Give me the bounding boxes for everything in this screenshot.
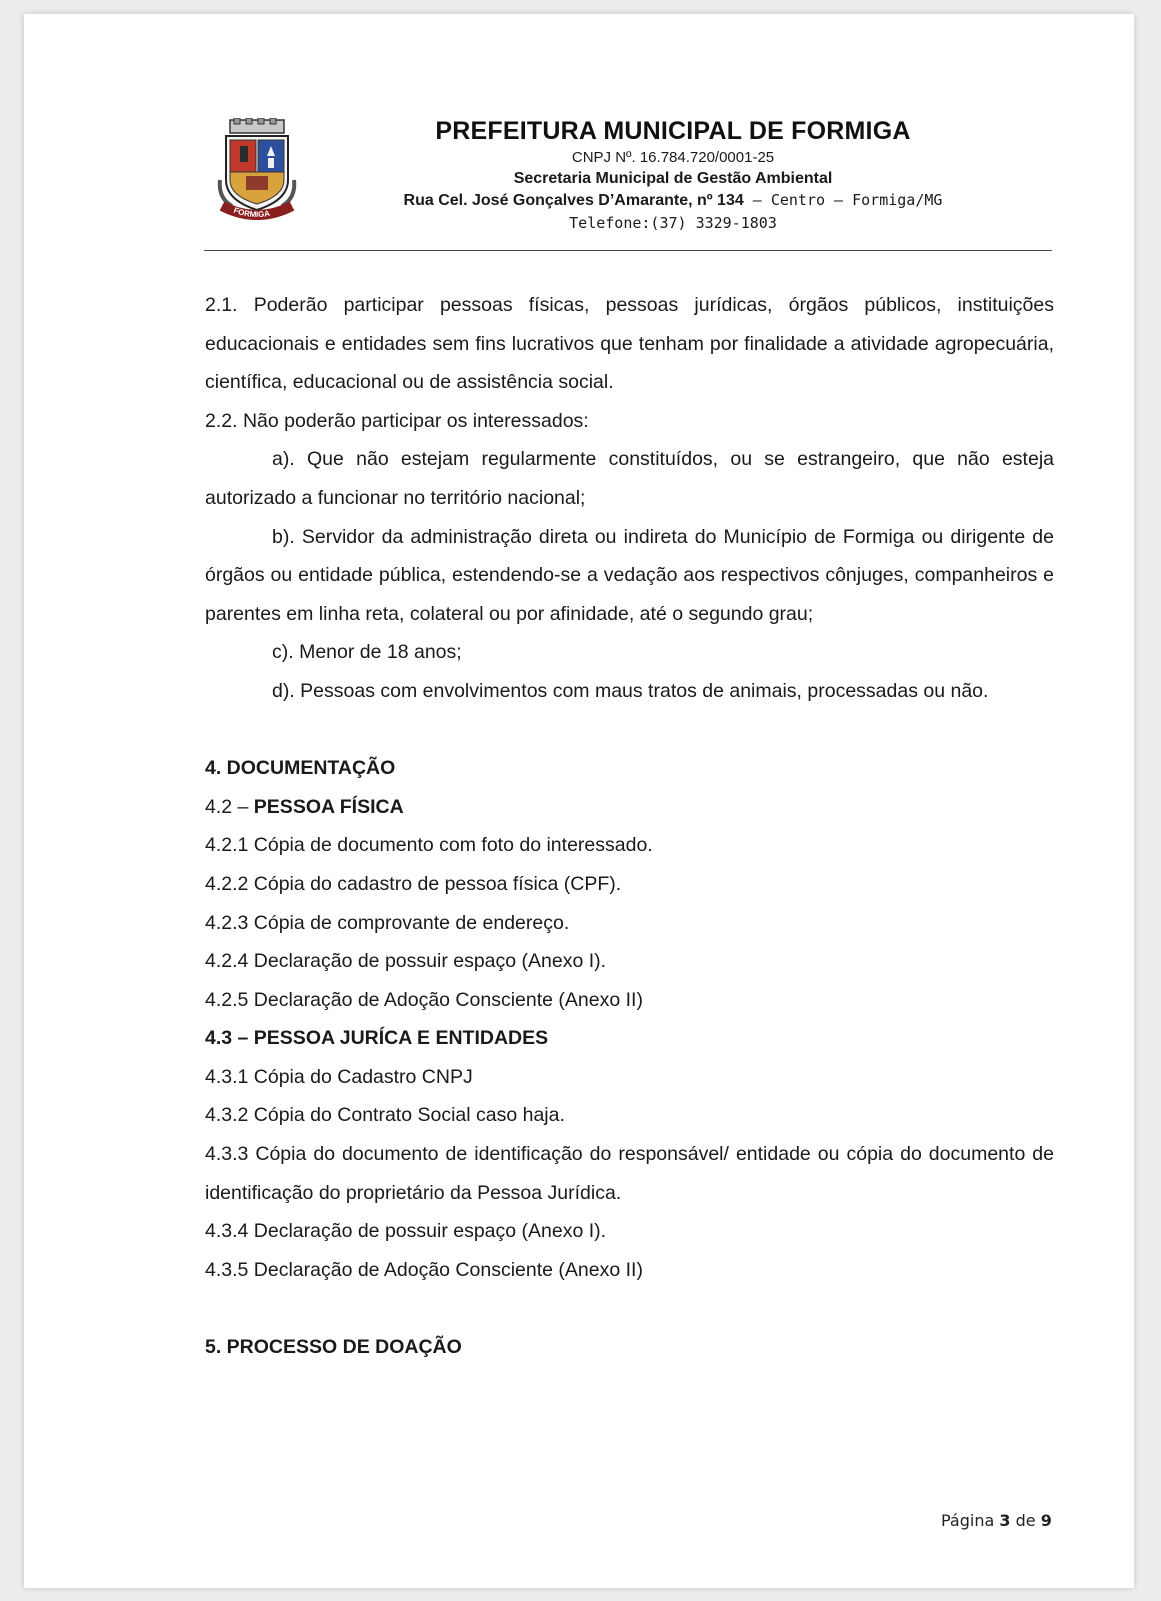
section-4-2-heading [205,788,1054,827]
item-b: b). Servidor da administração direta ou indireta do Município de Formiga ou dirigente de órgãos ou entidade pública, estendendo-se a vedação aos respectivos cônjuges, companheiros e parentes em linha reta, colateral ou por afinidade, até o segundo grau; [205,525,1054,625]
address-line [298,189,1048,212]
list-item: 4.3.2 Cópia do Contrato Social caso haja. [205,1104,565,1127]
address-city: – Centro – Formiga/MG [743,191,943,209]
list-item: 4.3.3 Cópia do documento de identificação do responsável/ entidade ou cópia do documento de identificação do proprietário da Pessoa Jurídica. [205,1143,1054,1204]
list-item: 4.2.3 Cópia de comprovante de endereço. [205,911,570,934]
item-c: c). Menor de 18 anos; [272,641,462,664]
phone-line: Telefone:(37) 3329-1803 [569,214,777,232]
section-4-2-title: PESSOA FÍSICA [253,795,404,818]
secretaria-line: Secretaria Municipal de Gestão Ambiental [513,170,833,187]
item-d: d). Pessoas com envolvimentos com maus tratos de animais, processadas ou não. [272,679,989,702]
page-number [941,1511,1052,1530]
page-of: de [1010,1511,1041,1530]
section-4-heading: 4. DOCUMENTAÇÃO [205,757,396,780]
letterhead [182,104,1052,260]
section-4-2-prefix: 4.2 – [205,795,254,818]
address-street: Rua Cel. José Gonçalves D’Amarante, nº 134 [403,192,744,209]
svg-text:FORMIGA [233,206,271,219]
list-item: 4.3.1 Cópia do Cadastro CNPJ [205,1065,473,1088]
item-a: a). Que não estejam regularmente constituídos, ou se estrangeiro, que não esteja autorizado a funcionar no território nacional; [205,448,1054,509]
list-item: 4.3.4 Declaração de possuir espaço (Anexo I). [205,1220,607,1243]
letterhead-text [298,116,1048,234]
spacer [205,1289,1054,1328]
crest-ribbon-text: FORMIGA [232,205,271,220]
header-divider [204,250,1052,251]
list-item: 4.2.2 Cópia do cadastro de pessoa física (CPF). [205,872,622,895]
cnpj-line: CNPJ Nº. 16.784.720/0001-25 [571,149,775,166]
document-page [24,14,1134,1588]
page-total: 9 [1040,1511,1052,1530]
page-current: 3 [999,1511,1011,1530]
crest-ribbon-label [216,118,298,220]
page-label: Página [941,1511,1000,1530]
institution-title: PREFEITURA MUNICIPAL DE FORMIGA [435,117,911,145]
section-5-heading: 5. PROCESSO DE DOAÇÃO [205,1336,462,1359]
section-4-3-heading: 4.3 – PESSOA JURÍCA E ENTIDADES [205,1027,549,1050]
list-item: 4.2.4 Declaração de possuir espaço (Anexo I). [205,950,607,973]
spacer [205,711,1054,750]
paragraph-2-1: 2.1. Poderão participar pessoas físicas, pessoas jurídicas, órgãos públicos, instituições educacionais e entidades sem fins lucrativos que tenham por finalidade a atividade agropecuária, científica, educacional ou de assistência social. [205,294,1054,394]
list-item: 4.2.5 Declaração de Adoção Consciente (Anexo II) [205,988,643,1011]
paragraph-2-2: 2.2. Não poderão participar os interessados: [205,409,589,432]
list-item: 4.2.1 Cópia de documento com foto do interessado. [205,834,653,857]
list-item: 4.3.5 Declaração de Adoção Consciente (Anexo II) [205,1258,643,1281]
document-body [205,286,1054,1367]
